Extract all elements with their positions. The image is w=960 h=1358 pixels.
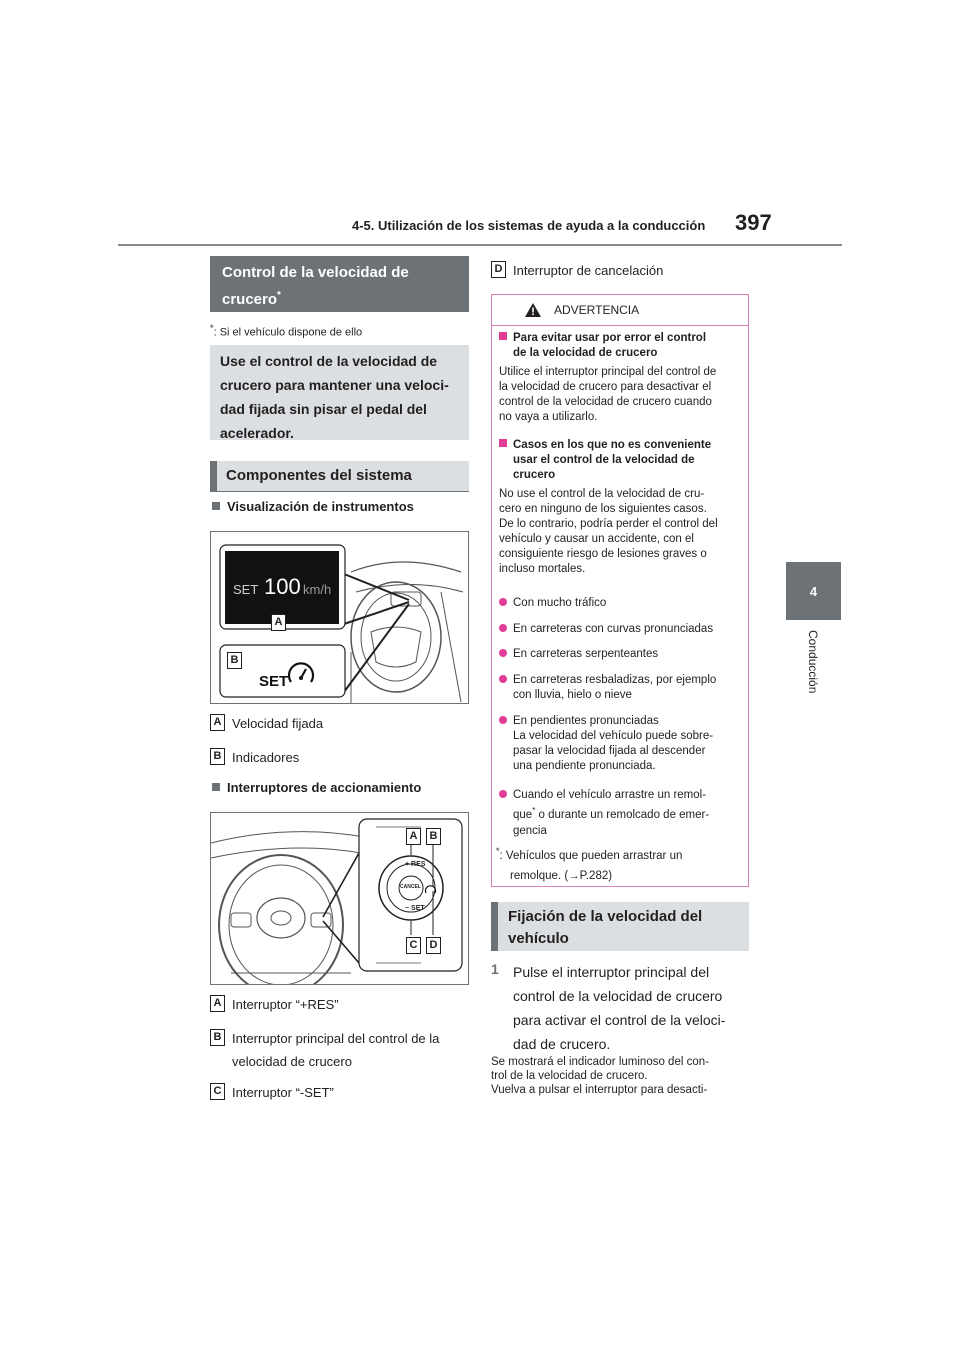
warning-text-line: consiguiente riesgo de lesiones graves o xyxy=(499,548,707,560)
legend-letter: D xyxy=(491,261,506,278)
step-note-line: Vuelva a pulsar el interruptor para desacti- xyxy=(491,1084,708,1096)
legend-letter: C xyxy=(210,1083,225,1100)
warning-bullet-text: En carreteras serpenteantes xyxy=(513,648,659,660)
callout-c-label: C xyxy=(406,937,421,954)
warning-section1-body xyxy=(499,365,743,425)
warning-footnote-text: remolque. (→P.282) xyxy=(510,869,613,882)
header-title: 4-5. Utilización de los sistemas de ayuda a la conducción xyxy=(352,218,706,233)
fix-heading-line: Fijación de la velocidad del xyxy=(508,908,703,925)
legend-item-a xyxy=(210,714,470,734)
legend-text: Interruptor de cancelación xyxy=(513,263,664,278)
legend-letter: A xyxy=(210,995,225,1012)
footnote-text: : Si el vehículo dispone de ello xyxy=(213,326,363,339)
warning-box xyxy=(491,294,749,887)
dot-bullet-icon xyxy=(499,598,507,606)
legend-letter: B xyxy=(210,748,225,765)
legend-text: Interruptor “-SET” xyxy=(232,1085,334,1100)
warning-text-line: cero en ninguno de los siguientes casos. xyxy=(499,503,707,515)
callout-a xyxy=(271,612,286,631)
step-text-line: Pulse el interruptor principal del xyxy=(513,964,710,980)
warning-text-line: no vaya a utilizarlo. xyxy=(499,411,598,423)
step-text-line: control de la velocidad de crucero xyxy=(513,988,723,1004)
warning-bullet xyxy=(499,787,743,839)
warning-triangle-icon xyxy=(524,302,542,318)
legend-letter: A xyxy=(210,714,225,731)
chapter-number: 4 xyxy=(809,583,818,599)
warning-section1 xyxy=(499,331,743,425)
warning-bullet-text: La velocidad del vehículo puede sobre- xyxy=(513,730,714,742)
step-text-line: para activar el control de la veloci- xyxy=(513,1012,726,1028)
warning-text-line: No use el control de la velocidad de cru- xyxy=(499,488,705,500)
chapter-label xyxy=(786,630,841,710)
warning-title: ADVERTENCIA xyxy=(554,303,640,317)
callout-c xyxy=(406,935,421,954)
intro-line: acelerador. xyxy=(220,425,294,441)
intro-box xyxy=(210,345,469,440)
footnote xyxy=(210,323,362,339)
warning-text-line: Casos en los que no es conveniente xyxy=(513,439,712,451)
intro-line: Use el control de la velocidad de xyxy=(220,353,438,369)
callout-a xyxy=(406,826,421,845)
legend-text: Indicadores xyxy=(232,750,300,765)
fix-heading xyxy=(491,902,749,951)
instruments-heading-text: Visualización de instrumentos xyxy=(227,499,414,514)
warning-bullet xyxy=(499,673,743,703)
warning-section2-body xyxy=(499,487,743,577)
warning-bullet-text: Cuando el vehículo arrastre un remol- xyxy=(513,789,707,801)
warning-bullet-text: que xyxy=(513,808,533,821)
warning-bullet xyxy=(499,596,743,611)
intro-line: dad fijada sin pisar el pedal del xyxy=(220,401,427,417)
warning-text-line: De lo contrario, podría perder el control del xyxy=(499,518,718,530)
warning-text-line: incluso mortales. xyxy=(499,563,586,575)
instrument-illustration xyxy=(211,532,468,703)
callout-d xyxy=(426,935,441,954)
square-bullet-icon xyxy=(212,502,220,510)
warning-bullet xyxy=(499,647,743,662)
display-speed-text: 100 xyxy=(264,574,301,599)
legend-item-b xyxy=(210,1029,470,1077)
step-text xyxy=(513,960,751,1056)
callout-b xyxy=(426,826,441,845)
step-note-line: trol de la velocidad de crucero. xyxy=(491,1070,648,1082)
footnote-mark: * xyxy=(210,323,214,333)
control-heading-mark: * xyxy=(277,290,281,301)
control-heading-text: Control de la velocidad de crucero xyxy=(222,264,409,308)
step-number: 1 xyxy=(491,961,499,977)
chapter-tab xyxy=(786,562,841,620)
warning-text-line: usar el control de la velocidad de xyxy=(513,454,695,466)
warning-bullet-text: Con mucho tráfico xyxy=(513,597,607,609)
page-number: 397 xyxy=(735,210,772,235)
cancel-label: CANCEL xyxy=(400,884,421,890)
legend-text: Interruptor principal del control de la xyxy=(232,1031,440,1046)
instrument-figure xyxy=(210,531,469,704)
warning-section2-title xyxy=(499,438,743,483)
warning-bullet-text: En carreteras con curvas pronunciadas xyxy=(513,623,714,635)
fix-heading-line: vehículo xyxy=(508,930,569,947)
legend-text: Interruptor “+RES” xyxy=(232,997,339,1012)
warning-bullet-text: o durante un remolcado de emer- xyxy=(535,808,710,821)
warning-bullet xyxy=(499,622,743,637)
instruments-heading xyxy=(212,499,414,514)
warning-text-line: la velocidad de crucero para desactivar el xyxy=(499,381,712,393)
legend-text: velocidad de crucero xyxy=(232,1054,352,1069)
warning-section2 xyxy=(499,438,743,577)
warning-text-line: control de la velocidad de crucero cuando xyxy=(499,396,712,408)
warning-bullet-text: En carreteras resbaladizas, por ejemplo xyxy=(513,674,717,686)
dot-bullet-icon xyxy=(499,624,507,632)
warning-bullet-text: pasar la velocidad fijada al descender xyxy=(513,745,706,757)
set-label: − SET xyxy=(405,905,425,912)
callout-b xyxy=(227,650,242,669)
square-bullet-icon xyxy=(499,332,507,340)
dot-bullet-icon xyxy=(499,790,507,798)
warning-title-bar xyxy=(492,295,748,326)
warning-text-line: Utilice el interruptor principal del control de xyxy=(499,366,717,378)
header-rule xyxy=(118,244,842,246)
footnote-mark: * xyxy=(532,806,536,815)
switches-heading xyxy=(212,780,421,795)
square-bullet-icon xyxy=(499,439,507,447)
warning-bullet xyxy=(499,714,743,774)
intro-line: crucero para mantener una veloci- xyxy=(220,377,449,393)
legend-item-d xyxy=(491,261,751,281)
control-heading xyxy=(210,256,469,312)
callout-d-label: D xyxy=(426,937,441,954)
step-note xyxy=(491,1055,751,1097)
warning-bullet-text: En pendientes pronunciadas xyxy=(513,715,659,727)
switches-heading-text: Interruptores de accionamiento xyxy=(227,780,422,795)
switches-figure xyxy=(210,812,469,985)
step-note-line: Se mostrará el indicador luminoso del con- xyxy=(491,1056,709,1068)
components-heading: Componentes del sistema xyxy=(210,461,469,491)
legend-item-a xyxy=(210,995,470,1015)
callout-b-label: B xyxy=(227,652,242,669)
step-text-line: dad de crucero. xyxy=(513,1036,611,1052)
legend-text: Velocidad fijada xyxy=(232,716,324,731)
callout-a-label: A xyxy=(406,828,421,845)
display-set-text: SET xyxy=(233,582,259,597)
footnote-mark: * xyxy=(496,846,500,856)
dot-bullet-icon xyxy=(499,649,507,657)
square-bullet-icon xyxy=(212,783,220,791)
warning-bullet-text: una pendiente pronunciada. xyxy=(513,760,656,772)
legend-item-c xyxy=(210,1083,470,1103)
legend-letter: B xyxy=(210,1029,225,1046)
legend-item-b xyxy=(210,748,470,768)
callout-b-label: B xyxy=(426,828,441,845)
warning-bullet-text: gencia xyxy=(513,824,547,837)
warning-text-line: de la velocidad de crucero xyxy=(513,347,658,359)
callout-a-label: A xyxy=(271,614,286,631)
warning-section1-title xyxy=(499,331,743,361)
warning-text-line: vehículo y causar un accidente, con el xyxy=(499,533,694,545)
warning-text-line: crucero xyxy=(513,469,556,481)
display-unit-text: km/h xyxy=(303,582,332,597)
warning-footnote xyxy=(496,841,744,886)
res-label: + RES xyxy=(405,861,426,868)
components-heading-rule xyxy=(210,491,469,492)
warning-bullet-text: con lluvia, hielo o nieve xyxy=(513,689,632,701)
warning-footnote-text: : Vehículos que pueden arrastrar un xyxy=(499,849,683,862)
chapter-label-text: Conducción xyxy=(806,630,820,694)
indicator-set-text: SET xyxy=(259,673,289,690)
dot-bullet-icon xyxy=(499,716,507,724)
dot-bullet-icon xyxy=(499,675,507,683)
warning-text-line: Para evitar usar por error el control xyxy=(513,332,707,344)
